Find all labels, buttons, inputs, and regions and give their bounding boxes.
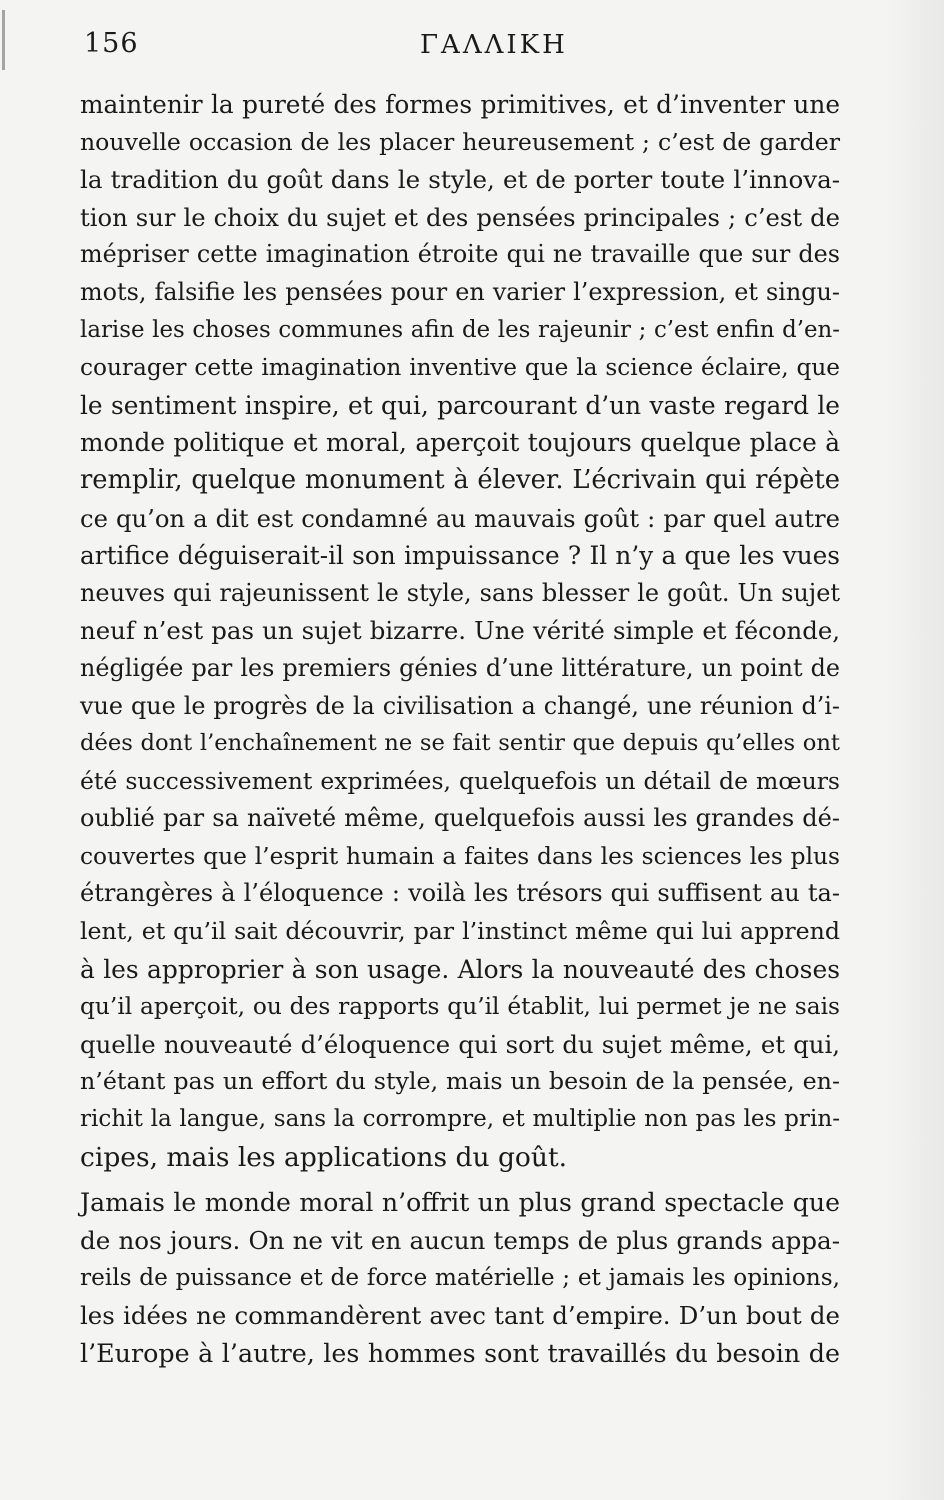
- text-line: négligée par les premiers génies d’une littérature, un point de: [80, 653, 840, 682]
- paragraph-gap: [80, 1176, 840, 1184]
- text-line: maintenir la pureté des formes primitives, et d’inventer une: [80, 90, 840, 119]
- text-line: la tradition du goût dans le style, et de porter toute l’innova-: [80, 165, 840, 195]
- text-line: les idées ne commandèrent avec tant d’empire. D’un bout de: [80, 1301, 840, 1330]
- page-gutter-shadow: [884, 0, 944, 1500]
- text-line: à les approprier à son usage. Alors la nouveauté des choses: [80, 954, 840, 984]
- text-line: artifice déguiserait-il son impuissance ? Il n’y a que les vues: [80, 541, 840, 571]
- text-line: reils de puissance et de force matérielle ; et jamais les opinions,: [80, 1264, 840, 1292]
- text-line: Jamais le monde moral n’offrit un plus grand spectacle que: [80, 1188, 840, 1218]
- text-line: nouvelle occasion de les placer heureusement ; c’est de garder: [80, 127, 840, 156]
- text-line: dées dont l’enchaînement ne se fait sentir que depuis qu’elles ont: [80, 730, 840, 757]
- paragraph: [80, 1184, 840, 1372]
- text-line: de nos jours. On ne vit en aucun temps de plus grands appa-: [80, 1225, 840, 1255]
- text-line: mépriser cette imagination étroite qui ne travaille que sur des: [80, 240, 840, 269]
- text-line: ce qu’on a dit est condamné au mauvais goût : par quel autre: [80, 503, 840, 533]
- text-line: lent, et qu’il sait découvrir, par l’instinct même qui lui apprend: [80, 917, 840, 946]
- text-line: été successivement exprimées, quelquefois un détail de mœurs: [80, 766, 840, 795]
- text-line: l’Europe à l’autre, les hommes sont travaillés du besoin de: [80, 1337, 840, 1368]
- text-line: richit la langue, sans la corrompre, et multiplie non pas les prin-: [80, 1106, 840, 1133]
- text-line: étrangères à l’éloquence : voilà les trésors qui suffisent au ta-: [80, 879, 840, 908]
- page-number: 156: [84, 28, 139, 59]
- text-line: couvertes que l’esprit humain a faites dans les sciences les plus: [80, 842, 840, 870]
- text-line: quelle nouveauté d’éloquence qui sort du sujet même, et qui,: [80, 1029, 840, 1059]
- text-line: n’étant pas un effort du style, mais un besoin de la pensée, en-: [80, 1067, 840, 1096]
- text-line: neuves qui rajeunissent le style, sans blesser le goût. Un sujet: [80, 578, 840, 607]
- body-text: [80, 86, 840, 1372]
- text-line: le sentiment inspire, et qui, parcourant d’un vaste regard le: [80, 390, 840, 420]
- text-line: tion sur le choix du sujet et des pensées principales ; c’est de: [80, 202, 840, 232]
- text-line: mots, falsifie les pensées pour en varier l’expression, et singu-: [80, 277, 840, 306]
- text-line: oublié par sa naïveté même, quelquefois aussi les grandes dé-: [80, 804, 840, 833]
- text-line: qu’il aperçoit, ou des rapports qu’il établit, lui permet je ne sais: [80, 993, 840, 1021]
- text-line: neuf n’est pas un sujet bizarre. Une vérité simple et féconde,: [80, 616, 840, 646]
- page-edge-mark: [2, 10, 5, 70]
- text-line: cipes, mais les applications du goût.: [80, 1141, 568, 1173]
- text-line: monde politique et moral, aperçoit toujours quelque place à: [80, 428, 840, 458]
- text-line: courager cette imagination inventive que la science éclaire, que: [80, 354, 840, 382]
- text-line: larise les choses communes afin de les rajeunir ; c’est enfin d’en-: [80, 316, 840, 343]
- text-line: remplir, quelque monument à élever. L’écrivain qui répète: [80, 464, 840, 495]
- text-line: vue que le progrès de la civilisation a changé, une réunion d’i-: [80, 691, 840, 720]
- running-head: ΓΑΛΛΙΚΗ: [420, 30, 568, 60]
- paragraph: [80, 86, 840, 1176]
